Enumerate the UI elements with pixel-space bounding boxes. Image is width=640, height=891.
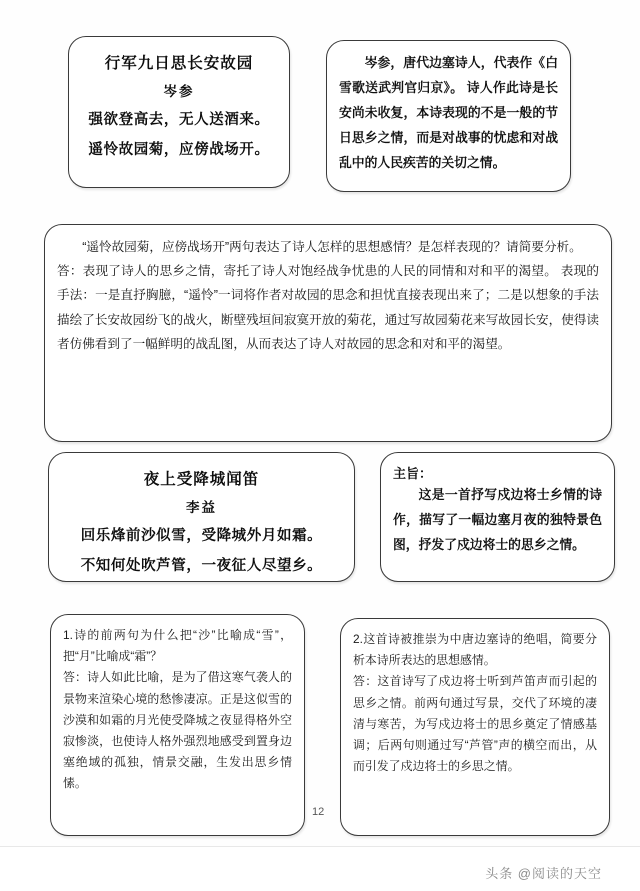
theme-card (380, 452, 615, 582)
footer-bar (0, 846, 640, 891)
question1-answer: 答：诗人如此比喻，是为了借这寒气袭人的景物来渲染心境的愁惨凄凉。正是这似雪的沙漠和如霜的月光使受降城之夜显得格外空寂惨淡，也使诗人格外强烈地感受到置身边塞绝域的孤独，情景交融，生发出思乡情愫。 (63, 670, 292, 791)
theme-label: 主旨： (393, 466, 433, 481)
analysis-card (44, 224, 612, 442)
poem1-title: 行军九日思长安故园 (104, 55, 254, 72)
analysis-answer: 答：表现了诗人的思乡之情，寄托了诗人对饱经战争忧患的人民的同情和对和平的渴望。 表现的手法：一是直抒胸臆，“遥怜”一词将作者对故园的思念和担忧直接表现出来了；二是以想象的手法描绘了长安故园纷飞的战火，断壁残垣间寂寞开放的菊花，通过写故园菊花来写故园长安，使得读者仿佛看到了一幅鲜明的战乱图，从而表达了诗人对故园的思念和对和平的渴望。 (57, 264, 599, 351)
poem2-title: 夜上受降城闻笛 (143, 471, 260, 488)
question-card-1 (50, 614, 305, 836)
question2-prompt: 2.这首诗被推崇为中唐边塞诗的绝唱，简要分析本诗所表达的思想感情。 (353, 632, 597, 668)
poem1-line-1: 强欲登高去，无人送酒来。 (88, 112, 270, 128)
question1-prompt: 1.诗的前两句为什么把“沙”比喻成“雪”，把“月”比喻成“霜”？ (63, 628, 292, 664)
watermark-text: 头条 @阅读的天空 (485, 866, 602, 881)
poem1-author: 岑参 (163, 84, 195, 99)
poem2-line-1: 回乐烽前沙似雪，受降城外月如霜。 (80, 528, 323, 544)
page-number: 12 (312, 806, 325, 818)
question2-answer: 答：这首诗写了戍边将士听到芦笛声而引起的思乡之情。前两句通过写景，交代了环境的凄清与寒苦，为写戍边将士的思乡奠定了情感基调；后两句则通过写“芦管”声的横空而出，从而引发了戍边将士的乡思之情。 (353, 674, 597, 774)
poet-note-card (326, 40, 571, 192)
poem2-line-2: 不知何处吹芦管，一夜征人尽望乡。 (80, 558, 323, 574)
analysis-question: “遥怜故园菊，应傍战场开”两句表达了诗人怎样的思想感情？是怎样表现的？请简要分析。 (82, 240, 582, 254)
question-card-2 (340, 618, 610, 836)
poem-card-first (68, 36, 290, 188)
theme-text: 这是一首抒写戍边将士乡情的诗作，描写了一幅边塞月夜的独特景色图，抒发了戍边将士的思乡之情。 (393, 488, 602, 552)
poem1-line-2: 遥怜故园菊，应傍战场开。 (88, 142, 270, 158)
poem-card-second (48, 452, 355, 582)
poem2-author: 李益 (186, 500, 217, 515)
poet-note-text: 岑参，唐代边塞诗人，代表作《白雪歌送武判官归京》。 诗人作此诗是长安尚未收复，本诗表现的不是一般的节日思乡之情，而是对战事的忧虑和对战乱中的人民疾苦的关切之情。 (339, 56, 558, 170)
